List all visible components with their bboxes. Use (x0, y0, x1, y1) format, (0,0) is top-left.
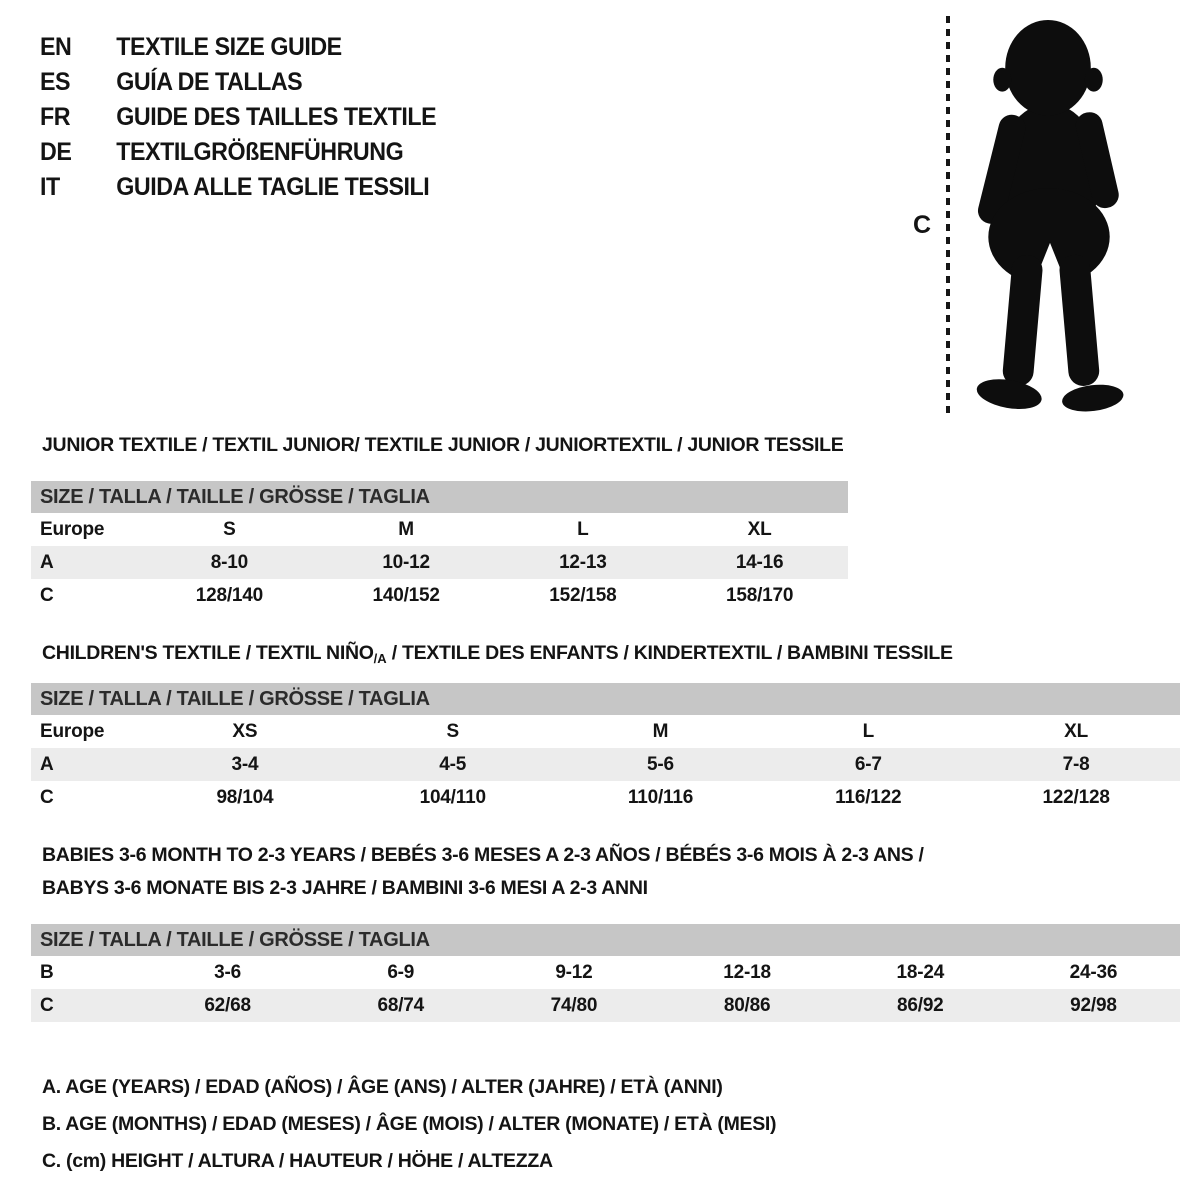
table-cell: XL (747, 519, 772, 540)
section-title-babies (42, 839, 972, 905)
table-cell: 86/92 (897, 995, 944, 1016)
table-cell: 80/86 (723, 995, 771, 1016)
table-cell: S (223, 519, 236, 540)
table-cell: M (652, 721, 669, 742)
section-title-children (42, 637, 953, 675)
legend-line-height: C. (cm) HEIGHT / ALTURA / HAUTEUR / HÖHE / ALTEZZA (42, 1150, 553, 1172)
table-cell: 8-10 (210, 552, 248, 573)
height-measure-label: C (913, 211, 932, 239)
table-cell: 14-16 (735, 552, 784, 573)
language-code: DE (40, 138, 72, 166)
table-cell: S (446, 721, 459, 742)
table-cell: 3-6 (214, 962, 242, 983)
table-cell: XL (1064, 721, 1089, 742)
section-title-part: BABYS 3-6 MONATE BIS 2-3 JAHRE / BAMBINI 3-6 MESI A 2-3 ANNI (42, 877, 648, 899)
table-cell: 9-12 (555, 962, 593, 983)
legend-line-age-months: B. AGE (MONTHS) / EDAD (MESES) / ÂGE (MOIS) / ALTER (MONATE) / ETÀ (MESI) (42, 1113, 777, 1135)
row-label: C (40, 787, 54, 808)
table-cell: 104/110 (419, 787, 486, 808)
language-row (40, 170, 436, 205)
table-cell: 152/158 (549, 585, 617, 606)
table-cell: 92/98 (1070, 995, 1117, 1016)
table-cell: 3-4 (231, 754, 259, 775)
table-row (31, 781, 1180, 814)
section-title-part: BABIES 3-6 MONTH TO 2-3 YEARS / BEBÉS 3-6 MESES A 2-3 AÑOS / BÉBÉS 3-6 MOIS À 2-3 ANS / (42, 844, 924, 866)
table-cell: 5-6 (647, 754, 674, 775)
table-cell: 128/140 (195, 585, 264, 606)
table-cell: 4-5 (439, 754, 467, 775)
table-size-header: SIZE / TALLA / TAILLE / GRÖSSE / TAGLIA (31, 683, 1180, 715)
row-label: C (40, 995, 54, 1016)
language-code: IT (40, 173, 60, 201)
children-size-table (31, 683, 1180, 814)
table-row (31, 956, 1180, 989)
table-row (31, 748, 1180, 781)
row-label: Europe (40, 721, 105, 742)
babies-size-table (31, 924, 1180, 1022)
language-row (40, 135, 436, 170)
table-cell: 158/170 (725, 585, 794, 606)
table-row (31, 513, 848, 546)
guide-title: GUÍA DE TALLAS (116, 68, 303, 96)
table-size-header: SIZE / TALLA / TAILLE / GRÖSSE / TAGLIA (31, 924, 1180, 956)
table-cell: 24-36 (1069, 962, 1118, 983)
table-cell: 110/116 (627, 787, 694, 808)
guide-title: TEXTILGRÖßENFÜHRUNG (116, 138, 404, 166)
table-size-header: SIZE / TALLA / TAILLE / GRÖSSE / TAGLIA (31, 481, 848, 513)
legend-line-age-years: A. AGE (YEARS) / EDAD (AÑOS) / ÂGE (ANS) / ALTER (JAHRE) / ETÀ (ANNI) (42, 1076, 723, 1098)
guide-title: GUIDA ALLE TAGLIE TESSILI (116, 173, 430, 201)
table-cell: 62/68 (204, 995, 251, 1016)
section-title-part: /A (373, 651, 387, 666)
table-cell: 18-24 (896, 962, 945, 983)
language-row (40, 65, 436, 100)
language-code: FR (40, 103, 71, 131)
table-row (31, 715, 1180, 748)
language-title-list (40, 30, 436, 205)
row-label: A (40, 552, 54, 573)
section-title-junior (42, 429, 844, 462)
table-cell: L (862, 721, 874, 742)
language-code: ES (40, 68, 71, 96)
row-label: A (40, 754, 54, 775)
legend (42, 1069, 776, 1180)
table-cell: 68/74 (377, 995, 425, 1016)
table-cell: 116/122 (835, 787, 902, 808)
table-cell: 74/80 (550, 995, 598, 1016)
table-cell: 12-18 (723, 962, 771, 983)
table-cell: L (577, 519, 589, 540)
table-row (31, 989, 1180, 1022)
table-cell: M (398, 519, 414, 540)
height-measure-dashed-line (946, 16, 950, 416)
section-title-part: JUNIOR TEXTILE / TEXTIL JUNIOR/ TEXTILE JUNIOR / JUNIORTEXTIL / JUNIOR TESSILE (42, 434, 844, 456)
table-cell: XS (232, 721, 258, 742)
junior-size-table (31, 481, 848, 612)
table-row (31, 546, 848, 579)
guide-title: TEXTILE SIZE GUIDE (116, 33, 342, 61)
toddler-silhouette-icon (956, 16, 1146, 414)
section-title-part: CHILDREN'S TEXTILE / TEXTIL NIÑO (42, 642, 374, 664)
row-label: Europe (40, 519, 105, 540)
table-cell: 10-12 (382, 552, 430, 573)
language-row (40, 30, 436, 65)
table-cell: 98/104 (216, 787, 274, 808)
row-label: B (40, 962, 54, 983)
table-cell: 122/128 (1042, 787, 1110, 808)
table-row (31, 579, 848, 612)
guide-title: GUIDE DES TAILLES TEXTILE (116, 103, 437, 131)
language-row (40, 100, 436, 135)
table-cell: 7-8 (1062, 754, 1090, 775)
language-code: EN (40, 33, 72, 61)
table-cell: 12-13 (559, 552, 607, 573)
table-cell: 6-7 (854, 754, 882, 775)
table-cell: 6-9 (387, 962, 415, 983)
section-title-part: / TEXTILE DES ENFANTS / KINDERTEXTIL / BAMBINI TESSILE (386, 642, 953, 664)
row-label: C (40, 585, 54, 606)
table-cell: 140/152 (372, 585, 440, 606)
